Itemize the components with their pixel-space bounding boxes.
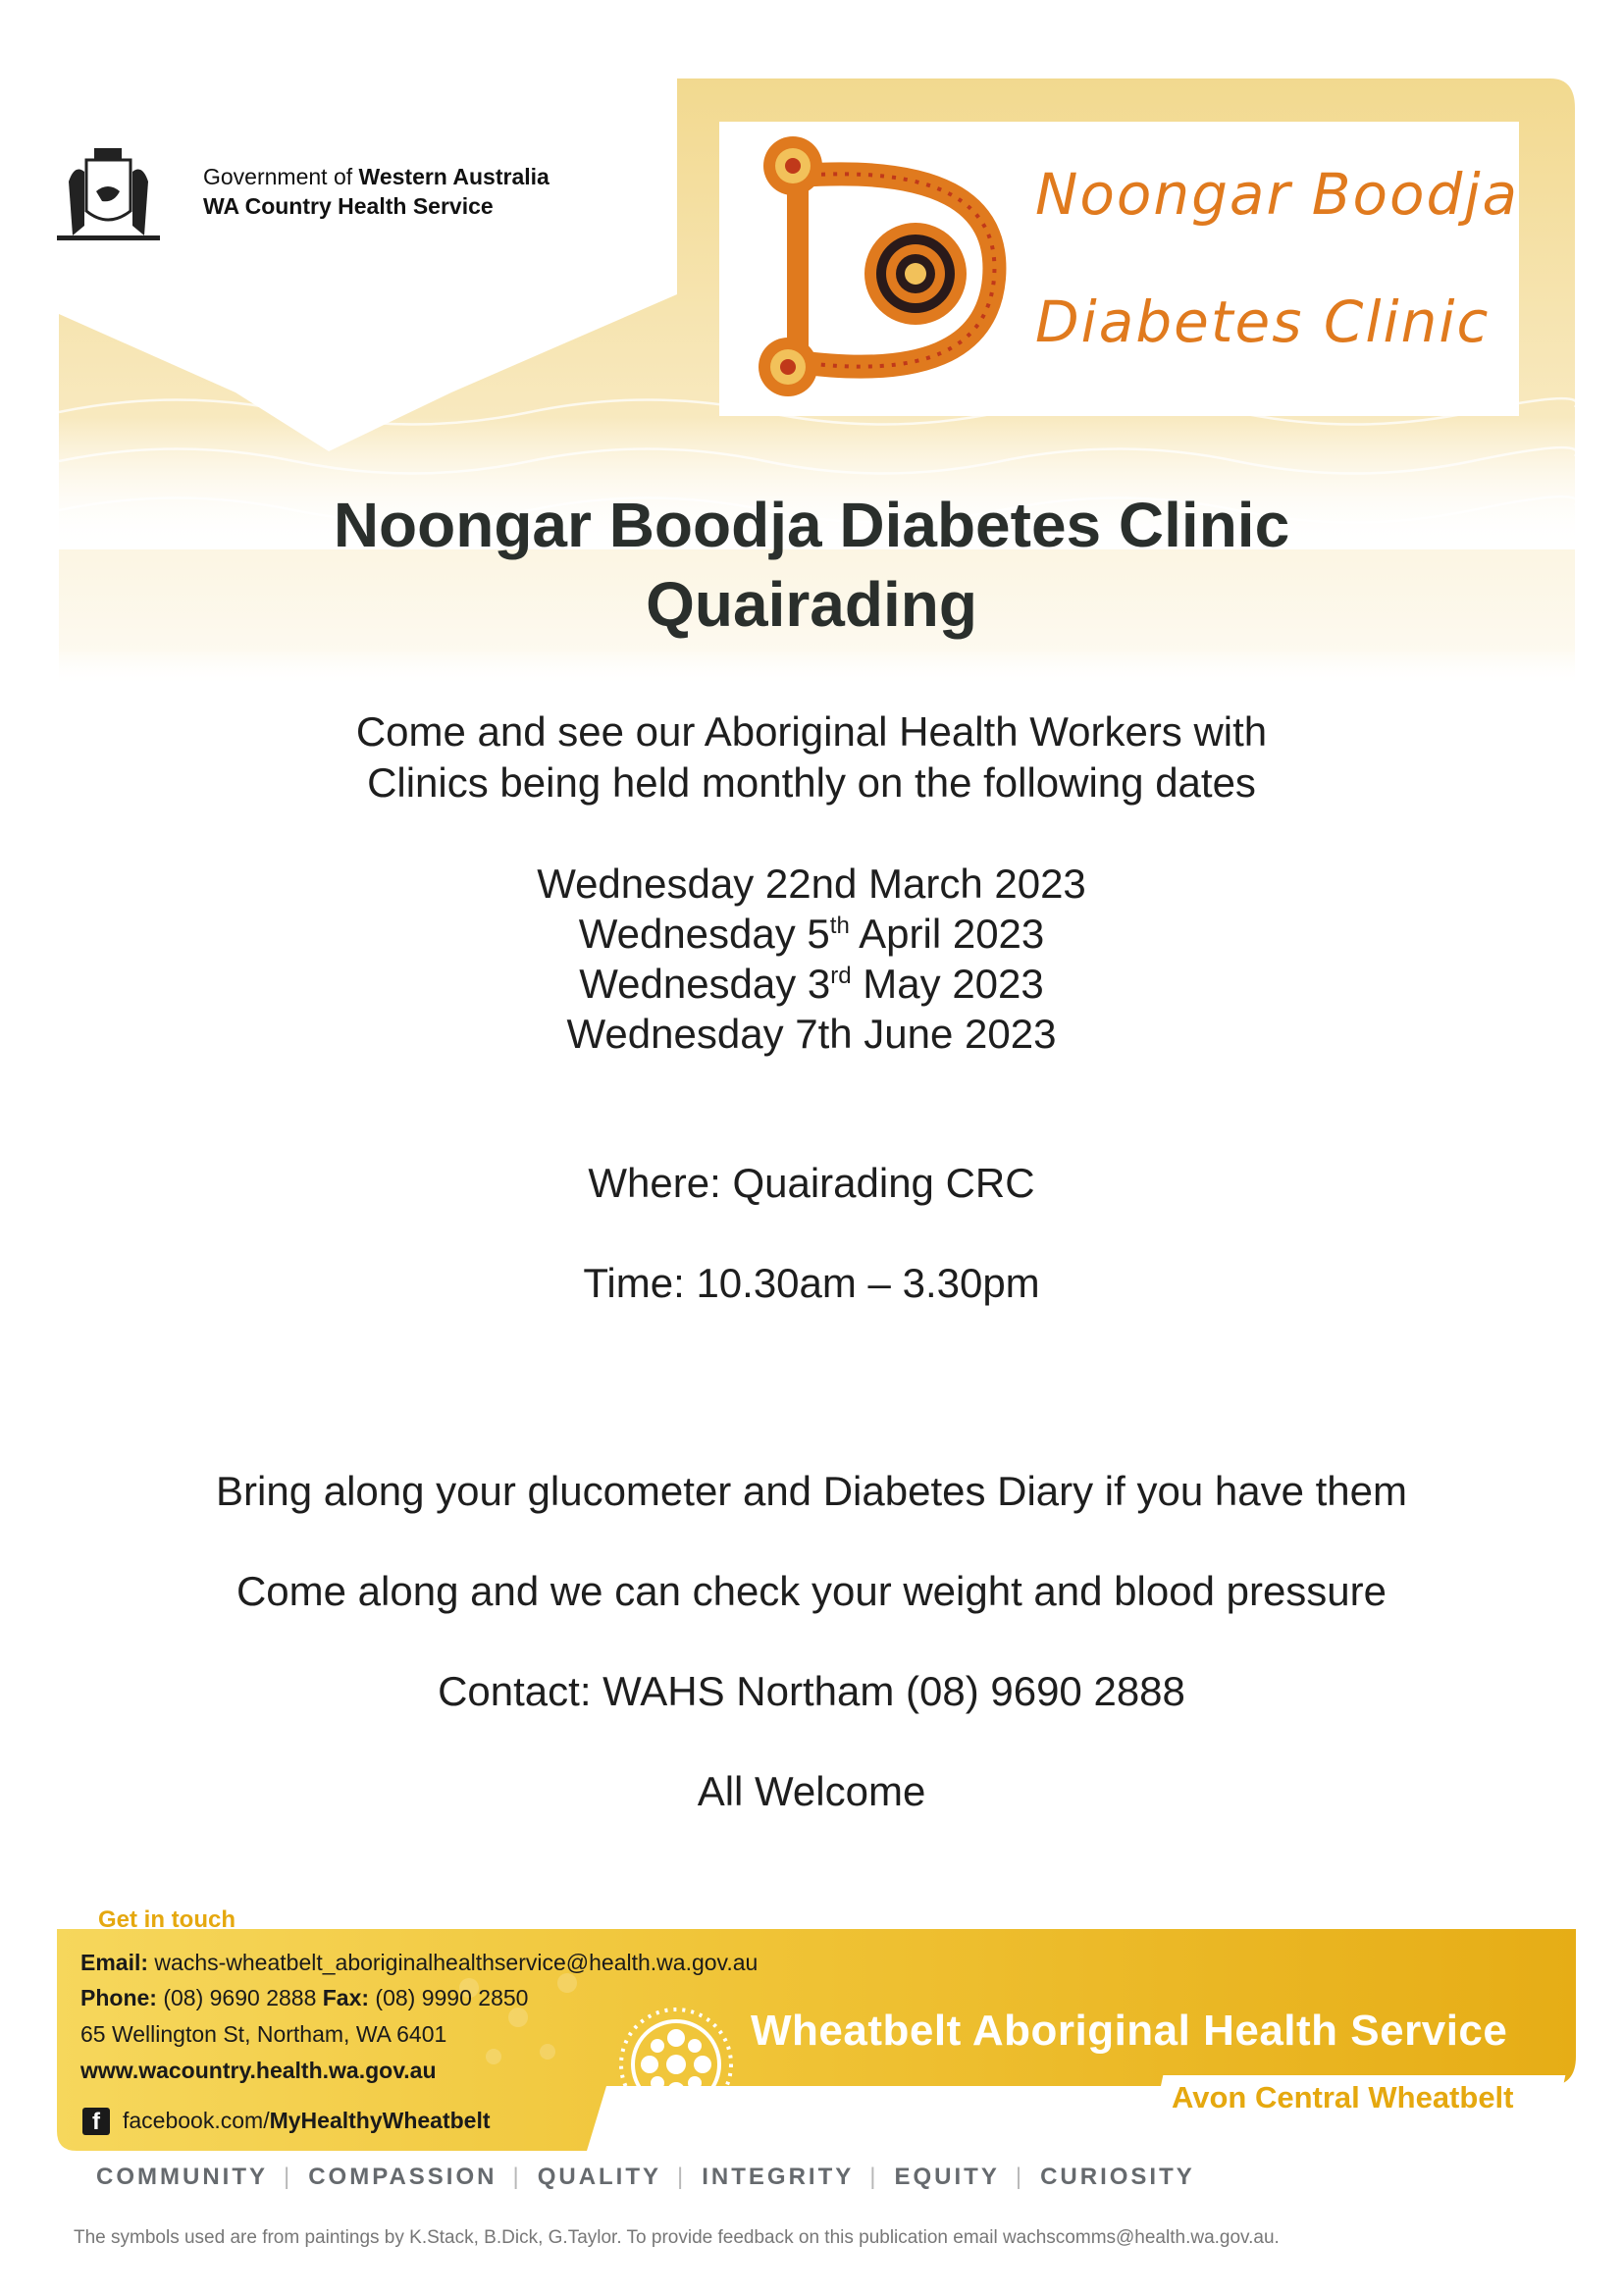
note-check: Come along and we can check your weight and blood pressure [236,1568,1387,1614]
value-separator: | [677,2164,687,2190]
gov-crest-icon [57,142,160,248]
date-2-suffix: April 2023 [849,911,1045,957]
service-emblem-icon [616,2005,736,2124]
logo-text-line2: Diabetes Clinic [1035,288,1491,355]
location-text: Where: Quairading CRC [588,1160,1035,1206]
date-3 [0,959,1623,1010]
date-1 [0,859,1623,910]
gov-branding [203,162,550,221]
intro-line-2: Clinics being held monthly on the following dates [367,759,1256,806]
value-community: COMMUNITY [96,2164,268,2190]
facebook-handle: MyHealthyWheatbelt [269,2108,491,2133]
website-link[interactable]: www.wacountry.health.wa.gov.au [80,2058,437,2083]
value-integrity: INTEGRITY [702,2164,855,2190]
value-equity: EQUITY [894,2164,1000,2190]
facebook-prefix: facebook.com/ [123,2108,270,2133]
date-2-suffix-sup: th [829,913,850,939]
page-title: Noongar Boodja Diabetes Clinic [333,490,1290,560]
gov-line-state: Western Australia [358,164,550,189]
email-line [80,1948,758,1977]
logo-text-line1: Noongar Boodja [1035,161,1519,228]
get-in-touch-heading: Get in touch [98,1906,236,1933]
phone-label: Phone: [80,1985,157,2010]
value-curiosity: CURIOSITY [1040,2164,1195,2190]
date-4 [0,1009,1623,1060]
welcome-text: All Welcome [697,1768,926,1814]
clinic-logo [719,122,1519,416]
address-line: 65 Wellington St, Northam, WA 6401 [80,2021,447,2047]
time-text: Time: 10.30am – 3.30pm [583,1260,1040,1306]
date-1-text: Wednesday 22nd March 2023 [537,861,1086,907]
phone-value[interactable]: (08) 9690 2888 [156,1985,323,2010]
email-label: Email: [80,1950,149,1975]
dot-painting-logo-icon [719,122,1033,416]
value-separator: | [512,2164,522,2190]
facebook-icon[interactable]: f [82,2108,110,2135]
note-bring: Bring along your glucometer and Diabetes Diary if you have them [216,1468,1407,1514]
page-subtitle: Quairading [646,569,977,640]
contact-text: Contact: WAHS Northam (08) 9690 2888 [438,1668,1185,1714]
values-row [96,2164,1195,2191]
phone-line [80,1983,528,2012]
service-subtitle-wachs: WA Country Health Service [751,2080,1119,2114]
value-compassion: COMPASSION [308,2164,497,2190]
value-separator: | [283,2164,293,2190]
value-separator: | [869,2164,879,2190]
date-2 [0,909,1623,960]
intro-line-1: Come and see our Aboriginal Health Workers with [355,708,1268,755]
date-3-suffix: May 2023 [851,961,1044,1007]
gov-line-service: WA Country Health Service [203,193,494,219]
date-3-suffix-sup: rd [830,963,852,989]
value-separator: | [1015,2164,1025,2190]
date-3-prefix: Wednesday 3 [579,961,831,1007]
value-quality: QUALITY [537,2164,662,2190]
date-2-prefix: Wednesday 5 [578,911,830,957]
fax-label: Fax: [322,1985,370,2010]
gov-line-prefix: Government of [203,164,359,189]
credit-line: The symbols used are from paintings by K.Stack, B.Dick, G.Taylor. To provide feedback on this publication email wachscomms@health.wa.gov.au. [74,2227,1280,2248]
date-4-text: Wednesday 7th June 2023 [566,1011,1057,1057]
service-subtitle-region: Avon Central Wheatbelt [1172,2080,1514,2114]
service-title: Wheatbelt Aboriginal Health Service [751,2007,1508,2055]
fax-value: (08) 9990 2850 [369,1985,529,2010]
facebook-link[interactable] [123,2108,491,2134]
email-link[interactable]: wachs-wheatbelt_aboriginalhealthservice@health.wa.gov.au [148,1950,759,1975]
